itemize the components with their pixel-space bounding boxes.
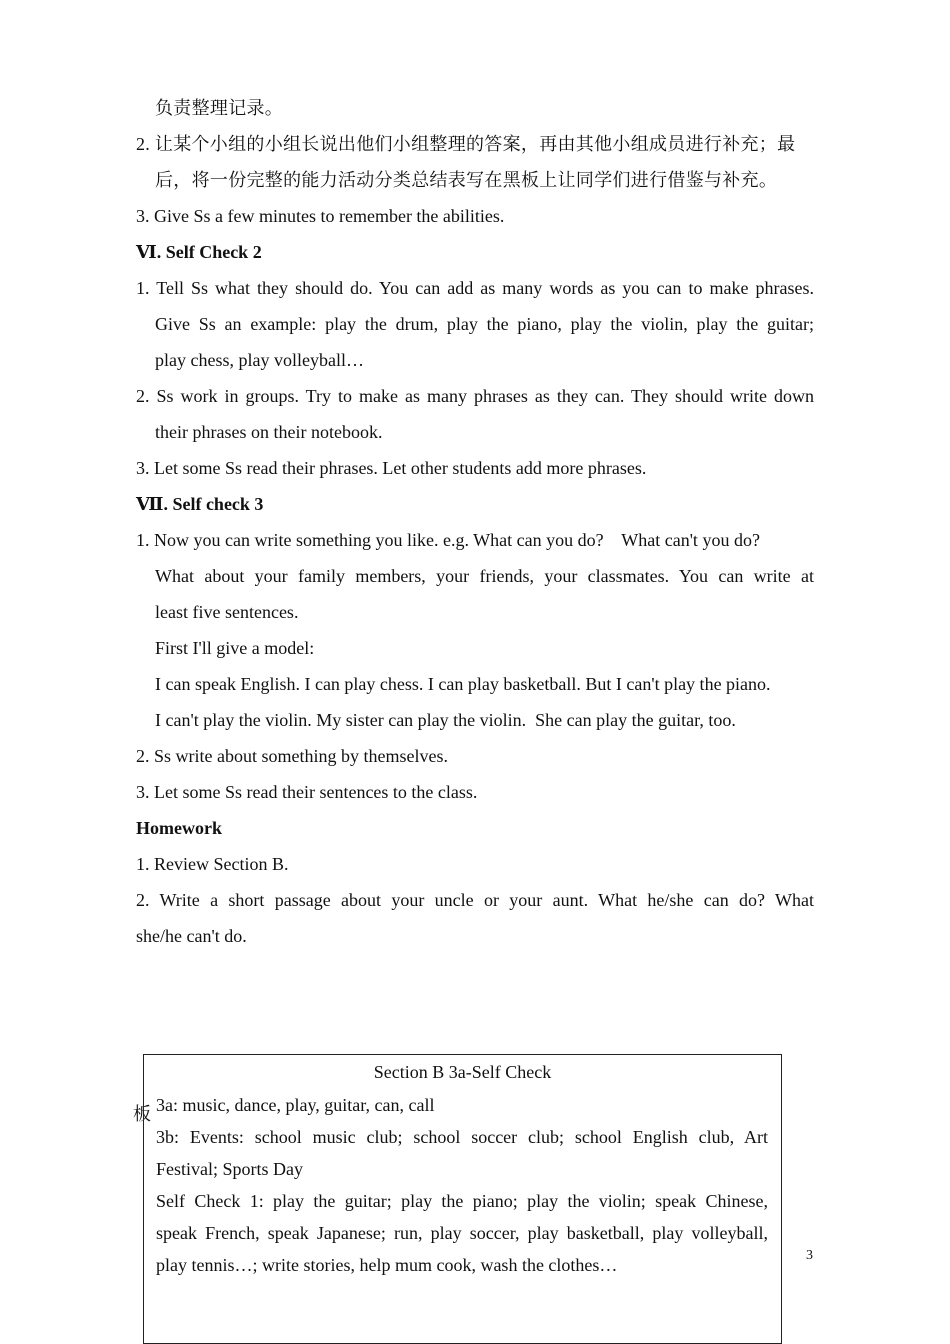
text-line: 2. Ss write about something by themselves. [136,746,448,766]
text-line: 1. Now you can write something you like. e.g. What can you do? What can't you do? [136,530,760,550]
text-line: What about your family members, your friends, your classmates. You can write at [155,566,814,586]
section-heading: Ⅶ. Self check 3 [136,494,264,514]
text-line: play chess, play volleyball… [155,350,364,370]
text-line: their phrases on their notebook. [155,422,383,442]
text-line: I can speak English. I can play chess. I can play basketball. But I can't play the piano. [155,674,771,694]
board-title: Section B 3a-Self Check [373,1062,552,1082]
text-line: 1. Review Section B. [136,854,289,874]
text-line: 后，将一份完整的能力活动分类总结表写在黑板上让同学们进行借鉴与补充。 [155,170,778,190]
board-line: Self Check 1: play the guitar; play the piano; play the violin; speak Chinese, [156,1191,768,1211]
text-line: First I'll give a model: [155,638,315,658]
board-line: speak French, speak Japanese; run, play soccer, play basketball, play volleyball, [156,1223,768,1243]
board-line: play tennis…; write stories, help mum cook, wash the clothes… [156,1255,618,1275]
lesson-plan-body [136,90,814,954]
text-line: least five sentences. [155,602,299,622]
board-line: Festival; Sports Day [156,1159,303,1179]
text-line: 负责整理记录。 [155,98,284,118]
text-line: I can't play the violin. My sister can play the violin. She can play the guitar, too. [155,710,736,730]
board-line: 3b: Events: school music club; school soccer club; school English club, Art [156,1127,768,1147]
text-line: Give Ss an example: play the drum, play the piano, play the violin, play the guitar; [155,314,814,334]
text-line: 3. Give Ss a few minutes to remember the abilities. [136,206,505,226]
board-line: 3a: music, dance, play, guitar, can, call [156,1095,435,1115]
text-line: she/he can't do. [136,926,247,946]
text-line: 2. 让某个小组的小组长说出他们小组整理的答案，再由其他小组成员进行补充；最 [136,134,796,154]
text-line: 2. Write a short passage about your uncle or your aunt. What he/she can do? What [136,890,814,910]
board-body [156,1089,768,1281]
text-line: 3. Let some Ss read their phrases. Let other students add more phrases. [136,458,647,478]
page-number: 3 [806,1248,813,1263]
section-heading: Ⅵ. Self Check 2 [136,242,262,262]
text-line: 2. Ss work in groups. Try to make as many phrases as they can. They should write down [136,386,814,406]
text-line: 1. Tell Ss what they should do. You can add as many words as you can to make phrases. [136,278,814,298]
text-line: 3. Let some Ss read their sentences to the class. [136,782,478,802]
section-heading: Homework [136,818,222,838]
blackboard-design-box [143,1054,782,1344]
heading-stub-char: 板 [133,1104,151,1124]
